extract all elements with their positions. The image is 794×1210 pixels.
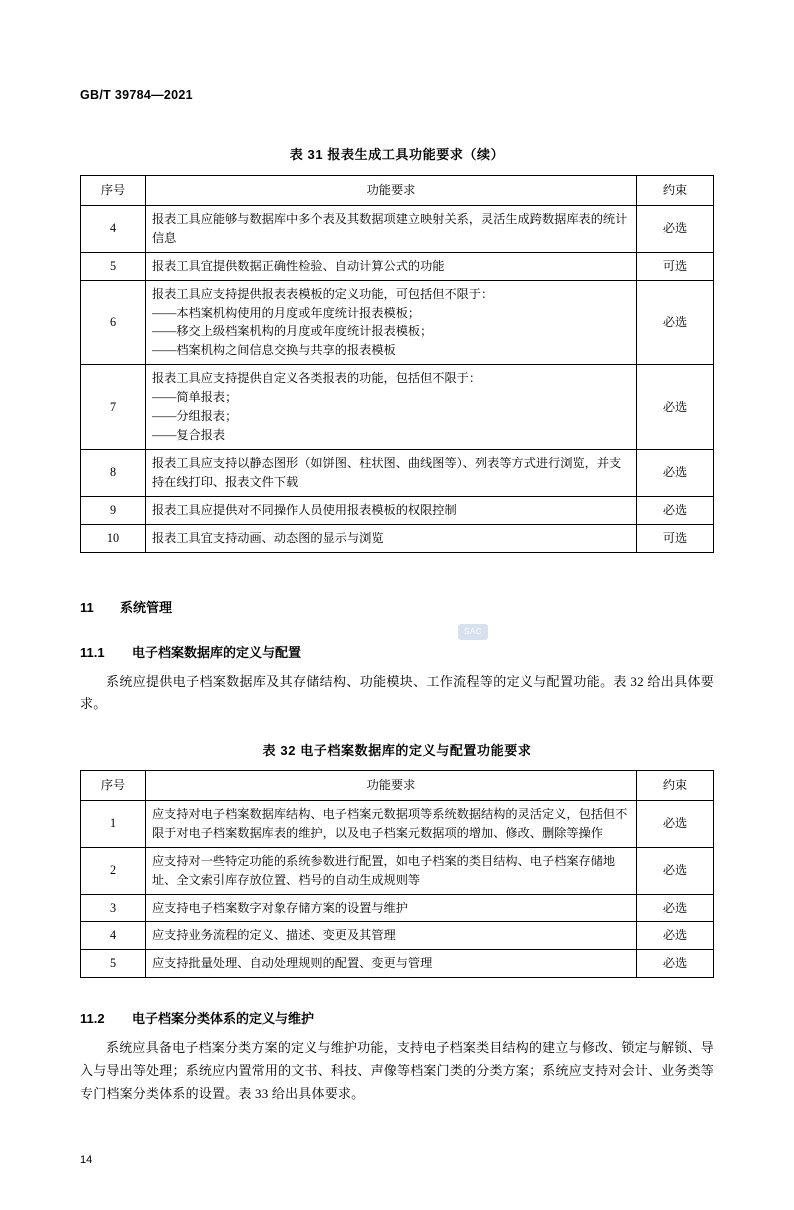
row-no: 7: [81, 365, 146, 450]
table-32-body: [81, 800, 714, 977]
row-requirement: 应支持业务流程的定义、描述、变更及其管理: [146, 922, 637, 950]
row-constraint: 可选: [637, 252, 714, 280]
column-header-requirement: 功能要求: [146, 176, 637, 206]
requirement-lead: 报表工具应支持提供报表表模板的定义功能，可包括但不限于：: [152, 286, 494, 301]
row-no: 6: [81, 280, 146, 365]
section-number: 11: [80, 599, 94, 615]
section-title: 电子档案数据库的定义与配置: [132, 644, 302, 660]
row-no: 3: [81, 894, 146, 922]
section-11-1-paragraph: 系统应提供电子档案数据库及其存储结构、功能模块、工作流程等的定义与配置功能。表 32 给出具体要求。: [80, 673, 714, 712]
table-32: [80, 770, 714, 978]
row-requirement: 报表工具宜支持动画、动态图的显示与浏览: [146, 524, 637, 552]
table-row: [81, 894, 714, 922]
table-row: [81, 847, 714, 894]
row-requirement: [146, 365, 637, 450]
sac-watermark: SAC: [458, 624, 488, 640]
row-requirement: 应支持对电子档案数据库结构、电子档案元数据项等系统数据结构的灵活定义，包括但不限于对电子档案数据库表的维护，以及电子档案元数据项的增加、修改、删除等操作: [146, 800, 637, 847]
row-requirement: 报表工具应提供对不同操作人员使用报表模板的权限控制: [146, 496, 637, 524]
row-no: 5: [81, 252, 146, 280]
row-requirement: [146, 280, 637, 365]
table-31: [80, 175, 714, 553]
row-constraint: 必选: [637, 496, 714, 524]
table-31-head: [81, 176, 714, 206]
row-requirement: 应支持电子档案数字对象存储方案的设置与维护: [146, 894, 637, 922]
table-row: [81, 524, 714, 552]
requirement-sub-item: ——本档案机构使用的月度或年度统计报表模板；: [152, 305, 421, 320]
row-requirement: 应支持对一些特定功能的系统参数进行配置，如电子档案的类目结构、电子档案存储地址、全文索引库存放位置、档号的自动生成规则等: [146, 847, 637, 894]
section-heading-11-1: [80, 642, 714, 661]
section-heading-11: [80, 597, 714, 616]
table-row: [81, 771, 714, 801]
row-constraint: 必选: [637, 449, 714, 496]
column-header-no: 序号: [81, 771, 146, 801]
table-row: [81, 205, 714, 252]
table-row: [81, 449, 714, 496]
table-row: [81, 280, 714, 365]
row-no: 2: [81, 847, 146, 894]
row-no: 1: [81, 800, 146, 847]
section-title: 系统管理: [120, 599, 173, 615]
page-number: 14: [80, 1154, 93, 1166]
section-number: 11.2: [80, 1011, 105, 1027]
row-no: 8: [81, 449, 146, 496]
row-no: 5: [81, 950, 146, 978]
column-header-constraint: 约束: [637, 176, 714, 206]
page-header: GB/T 39784—2021: [80, 88, 193, 102]
row-constraint: 必选: [637, 205, 714, 252]
row-constraint: 必选: [637, 922, 714, 950]
row-constraint: 必选: [637, 280, 714, 365]
table-32-head: [81, 771, 714, 801]
table-row: [81, 176, 714, 206]
table-31-body: [81, 205, 714, 552]
section-11-2-paragraph: 系统应具备电子档案分类方案的定义与维护功能，支持电子档案类目结构的建立与修改、锁定与解锁、导入与导出等处理；系统应内置常用的文书、科技、声像等档案门类的分类方案；系统应支持对会计、业务类等专门档案分类体系的设置。表 33 给出具体要求。: [80, 1040, 714, 1101]
requirement-sub-item: ——移交上级档案机构的月度或年度统计报表模板；: [152, 324, 433, 339]
row-requirement: 报表工具应支持以静态图形（如饼图、柱状图、曲线图等）、列表等方式进行浏览，并支持在线打印、报表文件下载: [146, 449, 637, 496]
requirement-sub-item: ——简单报表；: [152, 390, 238, 405]
table-row: [81, 365, 714, 450]
table-row: [81, 496, 714, 524]
table-row: [81, 950, 714, 978]
row-no: 9: [81, 496, 146, 524]
requirement-sub-item: ——分组报表；: [152, 409, 238, 424]
section-title: 电子档案分类体系的定义与维护: [132, 1011, 315, 1027]
column-header-requirement: 功能要求: [146, 771, 637, 801]
row-no: 4: [81, 205, 146, 252]
row-requirement: 报表工具应能够与数据库中多个表及其数据项建立映射关系，灵活生成跨数据库表的统计信息: [146, 205, 637, 252]
row-constraint: 必选: [637, 800, 714, 847]
requirement-sub-item: ——档案机构之间信息交换与共享的报表模板: [152, 343, 396, 358]
row-constraint: 必选: [637, 365, 714, 450]
table-32-caption: 表 32 电子档案数据库的定义与配置功能要求: [262, 743, 532, 758]
requirement-sub-item: ——复合报表: [152, 427, 226, 442]
table-31-caption: 表 31 报表生成工具功能要求（续）: [289, 147, 505, 162]
column-header-constraint: 约束: [637, 771, 714, 801]
section-heading-11-2: [80, 1008, 714, 1027]
document-page: [0, 88, 794, 1210]
row-constraint: 必选: [637, 950, 714, 978]
table-row: [81, 800, 714, 847]
row-constraint: 必选: [637, 847, 714, 894]
requirement-lead: 报表工具应支持提供自定义各类报表的功能，包括但不限于：: [152, 371, 482, 386]
row-constraint: 可选: [637, 524, 714, 552]
table-row: [81, 922, 714, 950]
row-constraint: 必选: [637, 894, 714, 922]
table-row: [81, 252, 714, 280]
section-number: 11.1: [80, 644, 105, 660]
column-header-no: 序号: [81, 176, 146, 206]
row-requirement: 报表工具宜提供数据正确性检验、自动计算公式的功能: [146, 252, 637, 280]
row-no: 4: [81, 922, 146, 950]
row-requirement: 应支持批量处理、自动处理规则的配置、变更与管理: [146, 950, 637, 978]
row-no: 10: [81, 524, 146, 552]
